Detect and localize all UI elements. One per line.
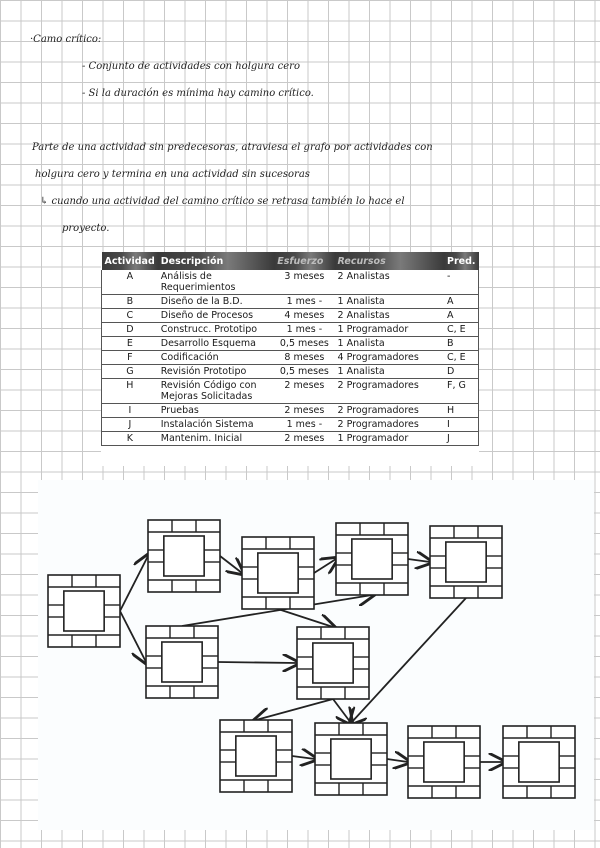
notes-bullet-zero-slack: - Conjunto de actividades con holgura cero bbox=[82, 61, 300, 72]
activity-node-f bbox=[297, 627, 369, 699]
predecessors-cell: C, E bbox=[444, 323, 479, 337]
resources-cell: 4 Programadores bbox=[335, 351, 444, 365]
effort-cell: 1 mes - bbox=[274, 418, 334, 432]
edge-start-a bbox=[120, 556, 148, 611]
predecessors-cell: - bbox=[444, 270, 479, 295]
resources-cell: 1 Programador bbox=[335, 323, 444, 337]
effort-cell: 3 meses bbox=[274, 270, 334, 295]
table-row bbox=[102, 404, 479, 418]
effort-cell: 4 meses bbox=[274, 309, 334, 323]
table-row bbox=[102, 337, 479, 351]
description-cell: Desarrollo Esquema bbox=[158, 337, 274, 351]
description-cell: Instalación Sistema bbox=[158, 418, 274, 432]
activity-node-d bbox=[430, 526, 502, 598]
activity-cell: J bbox=[102, 418, 158, 432]
notes-bullet-min-duration: - Si la duración es mínima hay camino crítico. bbox=[82, 88, 314, 99]
activity-node-start bbox=[48, 575, 120, 647]
table-body bbox=[102, 270, 479, 446]
table-row bbox=[102, 432, 479, 446]
edge-c-d bbox=[408, 559, 430, 562]
activity-table-image bbox=[101, 252, 479, 466]
effort-cell: 2 meses bbox=[274, 404, 334, 418]
edge-b-c bbox=[314, 559, 336, 573]
table-row bbox=[102, 309, 479, 323]
effort-cell: 0,5 meses bbox=[274, 365, 334, 379]
activity-cell: E bbox=[102, 337, 158, 351]
activity-cell: A bbox=[102, 270, 158, 295]
activity-node-j bbox=[503, 726, 575, 798]
predecessors-cell: J bbox=[444, 432, 479, 446]
description-cell: Construcc. Prototipo bbox=[158, 323, 274, 337]
activity-cell: C bbox=[102, 309, 158, 323]
table-row bbox=[102, 365, 479, 379]
activity-cell: H bbox=[102, 379, 158, 404]
table-header-row bbox=[102, 252, 479, 270]
predecessors-cell: F, G bbox=[444, 379, 479, 404]
description-cell: Análisis de Requerimientos bbox=[158, 270, 274, 295]
table-row bbox=[102, 351, 479, 365]
edge-h-i bbox=[387, 759, 408, 762]
header-resources: Recursos bbox=[335, 252, 444, 270]
activity-node-h bbox=[315, 723, 387, 795]
resources-cell: 2 Analistas bbox=[335, 270, 444, 295]
effort-cell: 2 meses bbox=[274, 379, 334, 404]
nodes-layer bbox=[48, 520, 575, 798]
edge-f-h bbox=[333, 699, 351, 723]
activity-node-g bbox=[220, 720, 292, 792]
activity-cell: G bbox=[102, 365, 158, 379]
activity-table bbox=[101, 252, 479, 446]
header-effort: Esfuerzo bbox=[274, 252, 334, 270]
activity-cell: K bbox=[102, 432, 158, 446]
predecessors-cell: H bbox=[444, 404, 479, 418]
activity-node-c bbox=[336, 523, 408, 595]
table-row bbox=[102, 295, 479, 309]
description-cell: Diseño de la B.D. bbox=[158, 295, 274, 309]
table-row bbox=[102, 270, 479, 295]
table-row bbox=[102, 379, 479, 404]
activity-cell: D bbox=[102, 323, 158, 337]
predecessors-cell: I bbox=[444, 418, 479, 432]
edge-f-g bbox=[256, 699, 333, 720]
resources-cell: 2 Programadores bbox=[335, 379, 444, 404]
effort-cell: 1 mes - bbox=[274, 323, 334, 337]
description-cell: Pruebas bbox=[158, 404, 274, 418]
predecessors-cell: B bbox=[444, 337, 479, 351]
predecessors-cell: A bbox=[444, 309, 479, 323]
notes-paragraph-line-2: holgura cero y termina en una actividad sin sucesoras bbox=[35, 169, 310, 180]
precedence-diagram-svg bbox=[38, 480, 594, 830]
predecessors-cell: A bbox=[444, 295, 479, 309]
resources-cell: 1 Analista bbox=[335, 365, 444, 379]
activity-node-b bbox=[242, 537, 314, 609]
edge-g-h bbox=[292, 756, 315, 759]
notes-paragraph-line-4: proyecto. bbox=[62, 223, 110, 234]
activity-node-i bbox=[408, 726, 480, 798]
effort-cell: 0,5 meses bbox=[274, 337, 334, 351]
effort-cell: 8 meses bbox=[274, 351, 334, 365]
description-cell: Mantenim. Inicial bbox=[158, 432, 274, 446]
edge-e-f bbox=[218, 662, 297, 663]
resources-cell: 1 Programador bbox=[335, 432, 444, 446]
description-cell: Diseño de Procesos bbox=[158, 309, 274, 323]
effort-cell: 1 mes - bbox=[274, 295, 334, 309]
resources-cell: 1 Analista bbox=[335, 337, 444, 351]
edge-start-e bbox=[120, 611, 146, 662]
activity-node-a bbox=[148, 520, 220, 592]
notes-heading: ·Camo crítico: bbox=[30, 34, 102, 45]
activity-cell: B bbox=[102, 295, 158, 309]
table-row bbox=[102, 323, 479, 337]
activity-node-e bbox=[146, 626, 218, 698]
table-row bbox=[102, 418, 479, 432]
description-cell: Codificación bbox=[158, 351, 274, 365]
effort-cell: 2 meses bbox=[274, 432, 334, 446]
activity-cell: I bbox=[102, 404, 158, 418]
header-activity: Actividad bbox=[102, 252, 158, 270]
description-cell: Revisión Código con Mejoras Solicitadas bbox=[158, 379, 274, 404]
predecessors-cell: D bbox=[444, 365, 479, 379]
header-description: Descripción bbox=[158, 252, 274, 270]
resources-cell: 2 Programadores bbox=[335, 404, 444, 418]
description-cell: Revisión Prototipo bbox=[158, 365, 274, 379]
activity-cell: F bbox=[102, 351, 158, 365]
precedence-diagram bbox=[38, 480, 594, 830]
header-predecessors: Pred. bbox=[444, 252, 479, 270]
edge-b-f bbox=[278, 609, 333, 627]
resources-cell: 2 Analistas bbox=[335, 309, 444, 323]
resources-cell: 2 Programadores bbox=[335, 418, 444, 432]
notes-paragraph-line-3: ↳ cuando una actividad del camino crítico se retrasa también lo hace el bbox=[40, 196, 405, 207]
predecessors-cell: C, E bbox=[444, 351, 479, 365]
resources-cell: 1 Analista bbox=[335, 295, 444, 309]
notes-paragraph-line-1: Parte de una actividad sin predecesoras, atraviesa el grafo por actividades con bbox=[32, 142, 433, 153]
edge-a-b bbox=[220, 556, 242, 573]
